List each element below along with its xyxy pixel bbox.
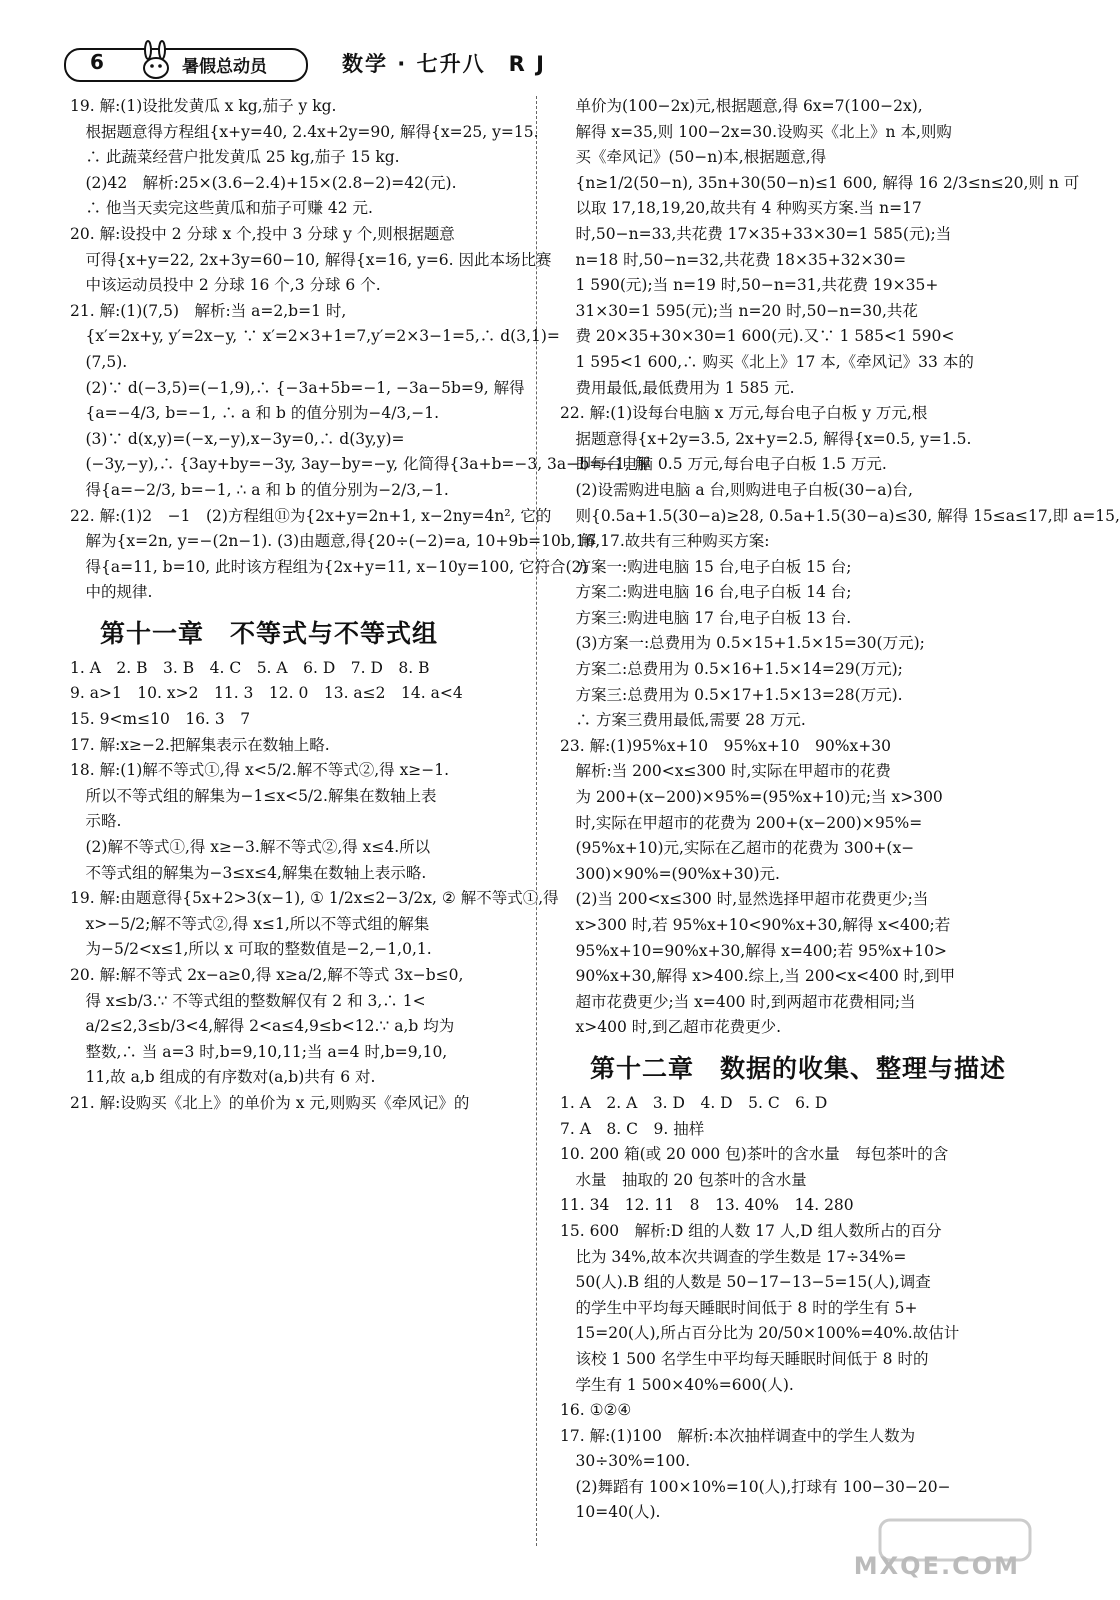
page-header <box>64 40 1024 84</box>
right-column-line: 费 20×35+30×30=1 600(元).又∵ 1 585<1 590< <box>560 327 955 346</box>
left-column-line: 可得{x+y=22, 2x+3y=60−10, 解得{x=16, y=6. 因此本场比赛 <box>70 250 552 269</box>
left-column-line: 不等式组的解集为−3≤x≤4,解集在数轴上表示略. <box>70 863 427 882</box>
right-column-line: x>400 时,到乙超市花费更少. <box>560 1018 782 1037</box>
left-column-line: 17. 解:x≥−2.把解集表示在数轴上略. <box>70 735 330 754</box>
right-column-line: 水量 抽取的 20 包茶叶的含水量 <box>560 1170 807 1189</box>
right-column-line: (2)当 200<x≤300 时,显然选择甲超市花费更少;当 <box>560 890 929 909</box>
right-column-line: 解得 x=35,则 100−2x=30.设购买《北上》n 本,则购 <box>560 122 952 141</box>
left-column-line: {a=−4/3, b=−1, ∴ a 和 b 的值分别为−4/3,−1. <box>70 404 439 423</box>
left-column-line: ∴ 他当天卖完这些黄瓜和茄子可赚 42 元. <box>70 199 373 218</box>
right-column-line: 1. A 2. A 3. D 4. D 5. C 6. D <box>560 1093 828 1112</box>
series-title: 暑假总动员 <box>182 57 267 77</box>
right-column-line: 16. ①②④ <box>560 1401 632 1420</box>
right-column-line: 15. 600 解析:D 组的人数 17 人,D 组人数所占的百分 <box>560 1221 942 1240</box>
right-column-line: {n≥1/2(50−n), 35n+30(50−n)≤1 600, 解得 16 2/3≤n≤20,则 n 可 <box>560 173 1080 192</box>
left-column-line: 19. 解:由题意得{5x+2>3(x−1), ① 1/2x≤2−3/2x, ② 解不等式①,得 <box>70 889 559 908</box>
chapter-heading: 第十一章 不等式与不等式组 <box>100 618 439 648</box>
watermark-text: MXQE.COM <box>853 1552 1020 1580</box>
left-column-line: (2)42 解析:25×(3.6−2.4)+15×(2.8−2)=42(元). <box>70 173 457 192</box>
right-column-line: 10=40(人). <box>560 1503 661 1522</box>
left-column-line: 9. a>1 10. x>2 11. 3 12. 0 13. a≤2 14. a<4 <box>70 684 463 703</box>
right-column-line: (2)舞蹈有 100×10%=10(人),打球有 100−30−20− <box>560 1477 951 1496</box>
right-column-line: 1 590(元);当 n=19 时,50−n=31,共花费 19×35+ <box>560 276 939 295</box>
right-column-line: 50(人).B 组的人数是 50−17−13−5=15(人),调查 <box>560 1273 931 1292</box>
right-column-line: 95%x+10=90%x+30,解得 x=400;若 95%x+10> <box>560 941 948 960</box>
right-column-line: 300)×90%=(90%x+30)元. <box>560 864 780 883</box>
left-column-line: 解为{x=2n, y=−(2n−1). (3)由题意,得{20÷(−2)=a, 10+9b=10b, 解 <box>70 532 597 551</box>
subject-title: 数学 · 七升八 R J <box>342 52 546 76</box>
page-number: 6 <box>90 50 104 74</box>
right-column-line: 16,17.故共有三种购买方案: <box>560 532 770 551</box>
left-column-line: 所以不等式组的解集为−1≤x<5/2.解集在数轴上表 <box>70 786 437 805</box>
right-column-line: (2)设需购进电脑 a 台,则购进电子白板(30−a)台, <box>560 480 913 499</box>
left-column-line: 20. 解:解不等式 2x−a≥0,得 x≥a/2,解不等式 3x−b≤0, <box>70 966 464 984</box>
left-column-line: 示略. <box>70 812 122 831</box>
right-column-line: 17. 解:(1)100 解析:本次抽样调查中的学生人数为 <box>560 1426 916 1445</box>
right-column-line: 单价为(100−2x)元,根据题意,得 6x=7(100−2x), <box>560 97 923 115</box>
left-column-line: (7,5). <box>70 352 128 371</box>
right-column-line: ∴ 方案三费用最低,需要 28 万元. <box>560 711 806 730</box>
left-column-line: 21. 解:(1)(7,5) 解析:当 a=2,b=1 时, <box>70 301 347 320</box>
right-column-line: 30÷30%=100. <box>560 1452 691 1471</box>
right-column-line: 的学生中平均每天睡眠时间低于 8 时的学生有 5+ <box>560 1298 918 1317</box>
right-column-line: (95%x+10)元,实际在乙超市的花费为 300+(x− <box>560 839 915 858</box>
left-column-line: 11,故 a,b 组成的有序数对(a,b)共有 6 对. <box>70 1068 376 1087</box>
right-column-line: 该校 1 500 名学生中平均每天睡眠时间低于 8 时的 <box>560 1349 929 1368</box>
left-column-line: x>−5/2;解不等式②,得 x≤1,所以不等式组的解集 <box>70 914 430 933</box>
right-column-line: 23. 解:(1)95%x+10 95%x+10 90%x+30 <box>560 736 891 755</box>
right-column-line: 10. 200 箱(或 20 000 包)茶叶的含水量 每包茶叶的含 <box>560 1145 949 1164</box>
right-column-line: n=18 时,50−n=32,共花费 18×35+32×30= <box>560 250 907 269</box>
left-column-line: 得{a=11, b=10, 此时该方程组为{2x+y=11, x−10y=100, 它符合(2) <box>70 557 588 576</box>
left-column-line: 15. 9<m≤10 16. 3 7 <box>70 710 251 729</box>
left-column-line: 22. 解:(1)2 −1 (2)方程组⑪为{2x+y=2n+1, x−2ny=4n², 它的 <box>70 506 552 525</box>
right-column-line: 费用最低,最低费用为 1 585 元. <box>560 378 795 397</box>
left-column-line: {x′=2x+y, y′=2x−y, ∵ x′=2×3+1=7,y′=2×3−1=5,∴ d(3,1)= <box>70 327 560 346</box>
right-column-line: 11. 34 12. 11 8 13. 40% 14. 280 <box>560 1196 854 1215</box>
right-column-line: 则{0.5a+1.5(30−a)≥28, 0.5a+1.5(30−a)≤30, 解得 15≤a≤17,即 a=15, <box>560 506 1120 525</box>
right-column-line: 15=20(人),所占百分比为 20/50×100%=40%.故估计 <box>560 1324 960 1343</box>
left-column-line: 得 x≤b/3.∵ 不等式组的整数解仅有 2 和 3,∴ 1< <box>70 991 426 1010</box>
right-column-line: 时,实际在甲超市的花费为 200+(x−200)×95%= <box>560 813 923 832</box>
left-column-line: (−3y,−y),∴ {3ay+by=−3y, 3ay−by=−y, 化简得{3a+b=−3, 3a−b=−1, 解 <box>70 455 651 474</box>
left-column-line: 20. 解:设投中 2 分球 x 个,投中 3 分球 y 个,则根据题意 <box>70 224 455 243</box>
right-column-line: 7. A 8. C 9. 抽样 <box>560 1119 705 1138</box>
left-column-line: 中的规律. <box>70 583 153 602</box>
right-column-line: 31×30=1 595(元);当 n=20 时,50−n=30,共花 <box>560 301 918 320</box>
right-column-line: 时,50−n=33,共花费 17×35+33×30=1 585(元);当 <box>560 224 952 243</box>
right-column-line: 方案一:购进电脑 15 台,电子白板 15 台; <box>560 557 852 576</box>
left-column-line: 19. 解:(1)设批发黄瓜 x kg,茄子 y kg. <box>70 97 337 115</box>
left-column-line: (2)解不等式①,得 x≥−3.解不等式②,得 x≤4.所以 <box>70 838 431 857</box>
right-column-line: 即每台电脑 0.5 万元,每台电子白板 1.5 万元. <box>560 455 887 474</box>
left-column-line: ∴ 此蔬菜经营户批发黄瓜 25 kg,茄子 15 kg. <box>70 148 400 167</box>
left-column-line: 21. 解:设购买《北上》的单价为 x 元,则购买《牵风记》的 <box>70 1093 470 1112</box>
right-column-line: 超市花费更少;当 x=400 时,到两超市花费相同;当 <box>560 992 916 1011</box>
right-column-line: 比为 34%,故本次共调查的学生数是 17÷34%= <box>560 1247 907 1266</box>
left-column-line: a/2≤2,3≤b/3<4,解得 2<a≤4,9≤b<12.∵ a,b 均为 <box>70 1017 455 1036</box>
left-column-line: 1. A 2. B 3. B 4. C 5. A 6. D 7. D 8. B <box>70 658 430 677</box>
left-column-line: 得{a=−2/3, b=−1, ∴ a 和 b 的值分别为−2/3,−1. <box>70 480 449 499</box>
right-column-line: 方案三:购进电脑 17 台,电子白板 13 台. <box>560 608 852 627</box>
right-column-line: 方案二:购进电脑 16 台,电子白板 14 台; <box>560 583 852 602</box>
left-column-line: 中该运动员投中 2 分球 16 个,3 分球 6 个. <box>70 276 381 295</box>
left-column-line: (2)∵ d(−3,5)=(−1,9),∴ {−3a+5b=−1, −3a−5b=9, 解得 <box>70 378 525 397</box>
left-column <box>70 94 651 1117</box>
right-column-line: 方案二:总费用为 0.5×16+1.5×14=29(万元); <box>560 660 903 679</box>
left-column-line: 18. 解:(1)解不等式①,得 x<5/2.解不等式②,得 x≥−1. <box>70 761 450 780</box>
right-column-line: 买《牵风记》(50−n)本,根据题意,得 <box>560 148 827 167</box>
mascot-icon <box>134 40 178 84</box>
right-column-line: 为 200+(x−200)×95%=(95%x+10)元;当 x>300 <box>560 788 943 807</box>
right-column <box>560 94 1120 1526</box>
left-column-line: (3)∵ d(x,y)=(−x,−y),x−3y=0,∴ d(3y,y)= <box>70 429 405 448</box>
left-column-line: 根据题意得方程组{x+y=40, 2.4x+2y=90, 解得{x=25, y=15. <box>70 122 539 141</box>
left-column-line: 为−5/2<x≤1,所以 x 可取的整数值是−2,−1,0,1. <box>70 940 432 959</box>
right-column-line: 90%x+30,解得 x>400.综上,当 200<x<400 时,到甲 <box>560 967 956 986</box>
right-column-line: 据题意得{x+2y=3.5, 2x+y=2.5, 解得{x=0.5, y=1.5. <box>560 429 972 448</box>
right-column-line: x>300 时,若 95%x+10<90%x+30,解得 x<400;若 <box>560 916 951 934</box>
left-column-line: 整数,∴ 当 a=3 时,b=9,10,11;当 a=4 时,b=9,10, <box>70 1042 448 1061</box>
right-column-line: (3)方案一:总费用为 0.5×15+1.5×15=30(万元); <box>560 634 925 653</box>
right-column-line: 1 595<1 600,∴ 购买《北上》17 本,《牵风记》33 本的 <box>560 352 974 371</box>
right-column-line: 解析:当 200<x≤300 时,实际在甲超市的花费 <box>560 762 891 781</box>
right-column-line: 学生有 1 500×40%=600(人). <box>560 1375 794 1394</box>
chapter-heading: 第十二章 数据的收集、整理与描述 <box>590 1053 1007 1083</box>
right-column-line: 方案三:总费用为 0.5×17+1.5×13=28(万元). <box>560 685 903 704</box>
right-column-line: 22. 解:(1)设每台电脑 x 万元,每台电子白板 y 万元,根 <box>560 404 928 423</box>
column-divider <box>536 96 537 1546</box>
right-column-line: 以取 17,18,19,20,故共有 4 种购买方案.当 n=17 <box>560 199 922 218</box>
